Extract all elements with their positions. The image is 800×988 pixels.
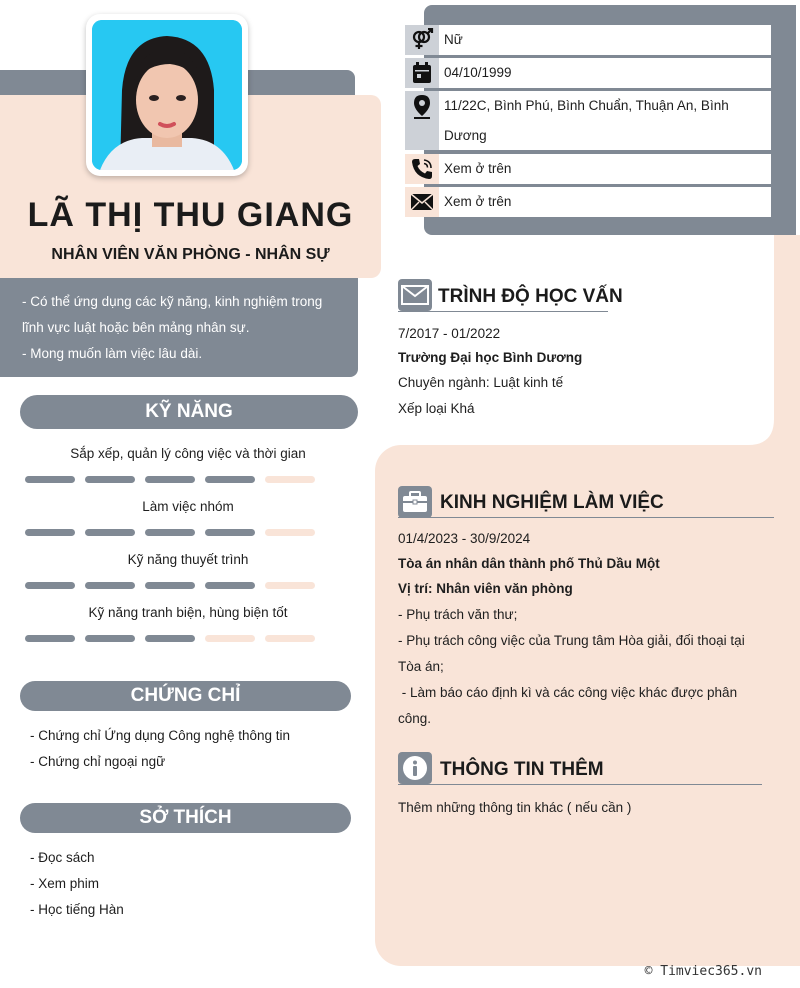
experience-period: 01/4/2023 - 30/9/2024: [398, 531, 531, 546]
experience-duty: công.: [398, 711, 432, 726]
email-value: Xem ở trên: [444, 194, 512, 209]
career-objective: [0, 278, 358, 377]
experience-panel: [375, 445, 800, 966]
skill-level-bar: [85, 529, 135, 536]
divider: [398, 517, 774, 518]
contact-birthday: [405, 58, 771, 88]
skill-level-bar: [265, 476, 315, 483]
hobby-item: - Học tiếng Hàn: [30, 902, 124, 917]
skill-name: Sắp xếp, quản lý công việc và thời gian: [70, 446, 306, 461]
calendar-icon: [405, 58, 439, 88]
address-line: 11/22C, Bình Phú, Bình Chuẩn, Thuận An, Bình: [444, 98, 729, 113]
extra-info-text: Thêm những thông tin khác ( nếu cần ): [398, 800, 632, 815]
skill-level-bar: [25, 529, 75, 536]
mail-icon: [398, 279, 432, 311]
job-title: NHÂN VIÊN VĂN PHÒNG - NHÂN SỰ: [51, 246, 330, 263]
experience-duty: - Làm báo cáo định kì và các công việc khác được phân: [398, 685, 738, 700]
location-icon: [405, 91, 439, 150]
experience-duty: - Phụ trách văn thư;: [398, 607, 518, 622]
skill-name: Kỹ năng tranh biện, hùng biện tốt: [88, 605, 288, 620]
certificate-item: - Chứng chỉ ngoại ngữ: [30, 754, 166, 769]
info-icon: [398, 752, 432, 784]
education-grade: Xếp loại Khá: [398, 401, 475, 416]
education-major: Chuyên ngành: Luật kinh tế: [398, 375, 564, 390]
skills-heading: KỸ NĂNG: [20, 395, 358, 429]
experience-heading: KINH NGHIỆM LÀM VIỆC: [440, 492, 664, 513]
skill-level-bar: [85, 476, 135, 483]
certificate-item: - Chứng chỉ Ứng dụng Công nghệ thông tin: [30, 728, 290, 743]
education-period: 7/2017 - 01/2022: [398, 326, 501, 341]
skill-level-bar: [25, 582, 75, 589]
experience-duty: - Phụ trách công việc của Trung tâm Hòa giải, đối thoại tại: [398, 633, 745, 648]
candidate-name: LÃ THỊ THU GIANG: [27, 196, 354, 234]
certificates-heading: CHỨNG CHỈ: [20, 681, 351, 711]
contact-email: [405, 187, 771, 217]
divider: [398, 311, 608, 312]
address-line: Dương: [444, 128, 487, 143]
birthday-value: 04/10/1999: [444, 65, 512, 80]
phone-icon: [405, 154, 439, 184]
avatar: [92, 20, 242, 170]
skill-name: Kỹ năng thuyết trình: [127, 552, 249, 567]
extra-info-heading: THÔNG TIN THÊM: [440, 759, 604, 780]
education-school: Trường Đại học Bình Dương: [398, 350, 583, 365]
contact-address: [405, 91, 771, 150]
skill-level-bar: [25, 476, 75, 483]
contact-phone: [405, 154, 771, 184]
experience-duty: Tòa án;: [398, 659, 444, 674]
hobby-item: - Xem phim: [30, 876, 100, 891]
peach-side-strip: [774, 235, 800, 445]
skill-level-bar: [205, 476, 255, 483]
skill-level-bar: [205, 582, 255, 589]
objective-line: - Có thể ứng dụng các kỹ năng, kinh nghiệm trong: [22, 294, 323, 309]
skill-name: Làm việc nhóm: [142, 499, 234, 514]
skill-level-bar: [265, 582, 315, 589]
hobby-item: - Đọc sách: [30, 850, 95, 865]
contact-gender: [405, 25, 771, 55]
skill-level-bar: [145, 635, 195, 642]
skill-level-bar: [205, 529, 255, 536]
gender-icon: [405, 25, 439, 55]
skill-level-bar: [265, 529, 315, 536]
skill-level-bar: [85, 582, 135, 589]
briefcase-icon: [398, 486, 432, 518]
divider: [398, 784, 762, 785]
gender-value: Nữ: [444, 32, 463, 47]
skill-level-bar: [205, 635, 255, 642]
hobbies-heading: SỞ THÍCH: [20, 803, 351, 833]
skill-level-bar: [265, 635, 315, 642]
objective-line: - Mong muốn làm việc lâu dài.: [22, 346, 203, 361]
skill-level-bar: [145, 582, 195, 589]
footer-copyright: © Timviec365.vn: [644, 964, 762, 979]
peach-corner: [640, 405, 774, 445]
education-heading: TRÌNH ĐỘ HỌC VẤN: [438, 286, 623, 307]
experience-company: Tòa án nhân dân thành phố Thủ Dầu Một: [398, 556, 660, 571]
skill-level-bar: [85, 635, 135, 642]
skill-level-bar: [145, 529, 195, 536]
skill-level-bar: [145, 476, 195, 483]
experience-position: Vị trí: Nhân viên văn phòng: [398, 581, 573, 596]
phone-value: Xem ở trên: [444, 161, 512, 176]
mail-icon: [405, 187, 439, 217]
objective-line: lĩnh vực luật hoặc bên mảng nhân sự.: [22, 320, 250, 335]
skill-level-bar: [25, 635, 75, 642]
